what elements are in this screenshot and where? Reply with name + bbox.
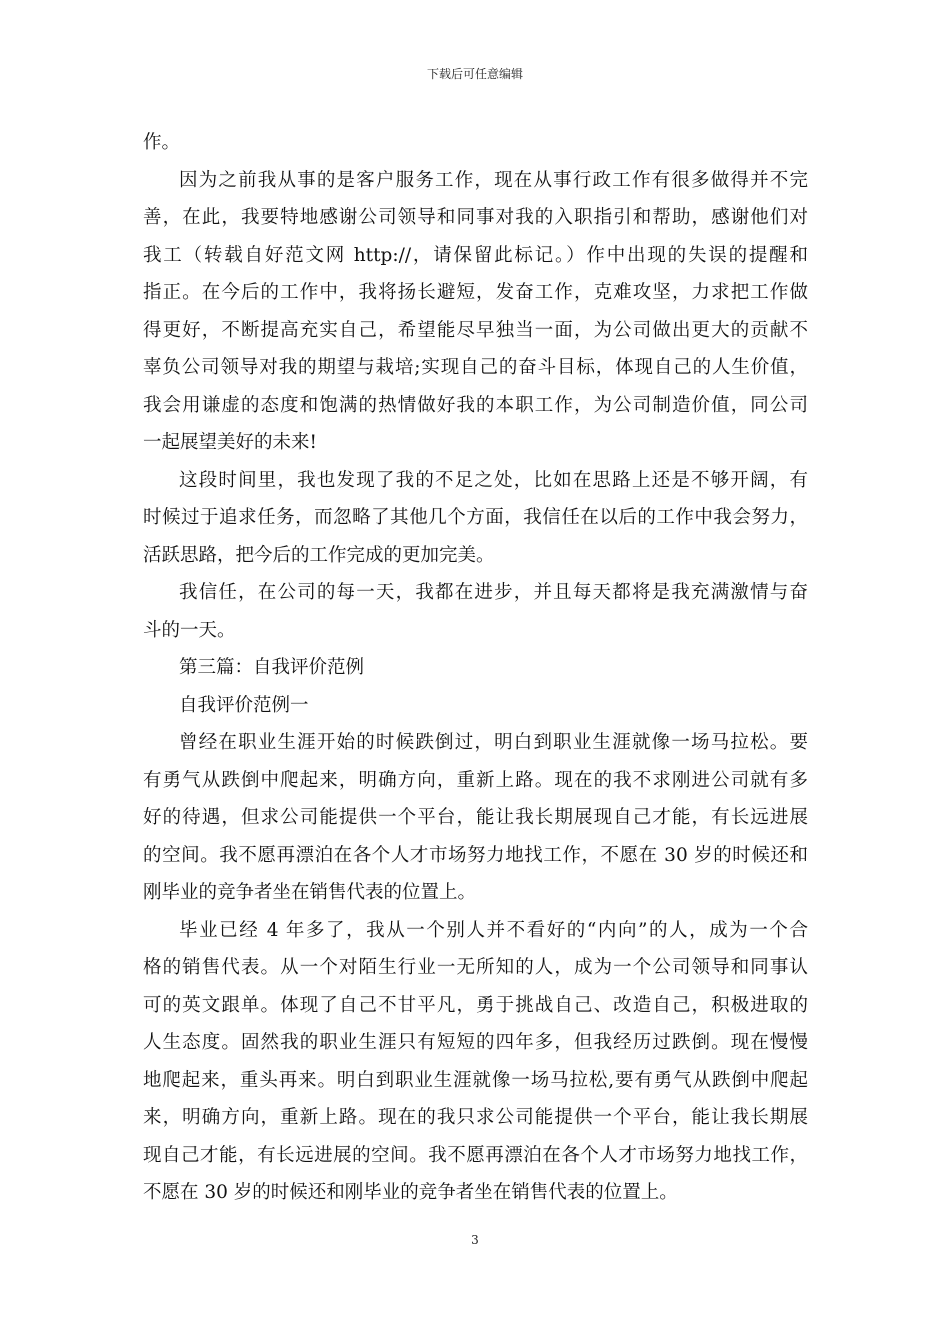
text-line: 善，在此，我要特地感谢公司领导和同事对我的入职指引和帮助，感谢他们对 (143, 207, 808, 228)
text-line: 指正。在今后的工作中，我将扬长避短，发奋工作，克难攻坚，力求把工作做 (143, 282, 808, 303)
text-line: 因为之前我从事的是客户服务工作，现在从事行政工作有很多做得并不完 (179, 169, 808, 191)
text-line: 我信任，在公司的每一天，我都在进步，并且每天都将是我充满激情与奋 (179, 582, 808, 603)
text-line: 来，明确方向，重新上路。现在的我只求公司能提供一个平台，能让我长期展 (143, 1107, 808, 1128)
text-line: 格的销售代表。从一个对陌生行业一无所知的人，成为一个公司领导和同事认 (143, 957, 808, 978)
text-line: 自我评价范例一 (179, 694, 309, 716)
text-line: 可的英文跟单。体现了自己不甘平凡，勇于挑战自己、改造自己，积极进取的 (143, 994, 808, 1016)
text-line: 我会用谦虚的态度和饱满的热情做好我的本职工作，为公司制造价值，同公司 (143, 394, 808, 416)
text-line: 作。 (143, 132, 181, 153)
text-line: 曾经在职业生涯开始的时候跌倒过，明白到职业生涯就像一场马拉松。要 (179, 732, 808, 753)
page-number: 3 (471, 1233, 479, 1247)
text-line: 斗的一天。 (143, 619, 236, 641)
text-line: 的空间。我不愿再漂泊在各个人才市场努力地找工作，不愿在 30 岁的时候还和 (143, 844, 808, 866)
document-body (143, 124, 808, 1212)
text-line: 得更好，不断提高充实自己，希望能尽早独当一面，为公司做出更大的贡献不 (143, 319, 808, 341)
text-line: 这段时间里，我也发现了我的不足之处，比如在思路上还是不够开阔，有 (179, 469, 808, 491)
text-line: 第三篇：自我评价范例 (179, 657, 365, 678)
text-line: 刚毕业的竞争者坐在销售代表的位置上。 (143, 882, 477, 903)
text-line: 毕业已经 4 年多了，我从一个别人并不看好的“内向”的人，成为一个合 (179, 919, 808, 941)
text-line: 现自己才能，有长远进展的空间。我不愿再漂泊在各个人才市场努力地找工作， (143, 1144, 808, 1166)
text-line: 好的待遇，但求公司能提供一个平台，能让我长期展现自己才能，有长远进展 (143, 807, 808, 828)
page-header: 下载后可任意编辑 (426, 67, 523, 81)
text-line: 地爬起来，重头再来。明白到职业生涯就像一场马拉松,要有勇气从跌倒中爬起 (143, 1069, 808, 1091)
text-line: 有勇气从跌倒中爬起来，明确方向，重新上路。现在的我不求刚进公司就有多 (143, 769, 808, 791)
text-line: 我工（转载自好范文网 http://，请保留此标记。）作中出现的失误的提醒和 (143, 244, 808, 266)
text-line: 时候过于追求任务，而忽略了其他几个方面，我信任在以后的工作中我会努力， (143, 507, 808, 528)
text-line: 人生态度。固然我的职业生涯只有短短的四年多，但我经历过跌倒。现在慢慢 (143, 1032, 808, 1053)
text-line: 一起展望美好的未来! (143, 432, 317, 453)
text-line: 辜负公司领导对我的期望与栽培;实现自己的奋斗目标，体现自己的人生价值， (143, 357, 808, 378)
text-line: 活跃思路，把今后的工作完成的更加完美。 (143, 544, 495, 566)
text-line: 不愿在 30 岁的时候还和刚毕业的竞争者坐在销售代表的位置上。 (143, 1182, 678, 1203)
